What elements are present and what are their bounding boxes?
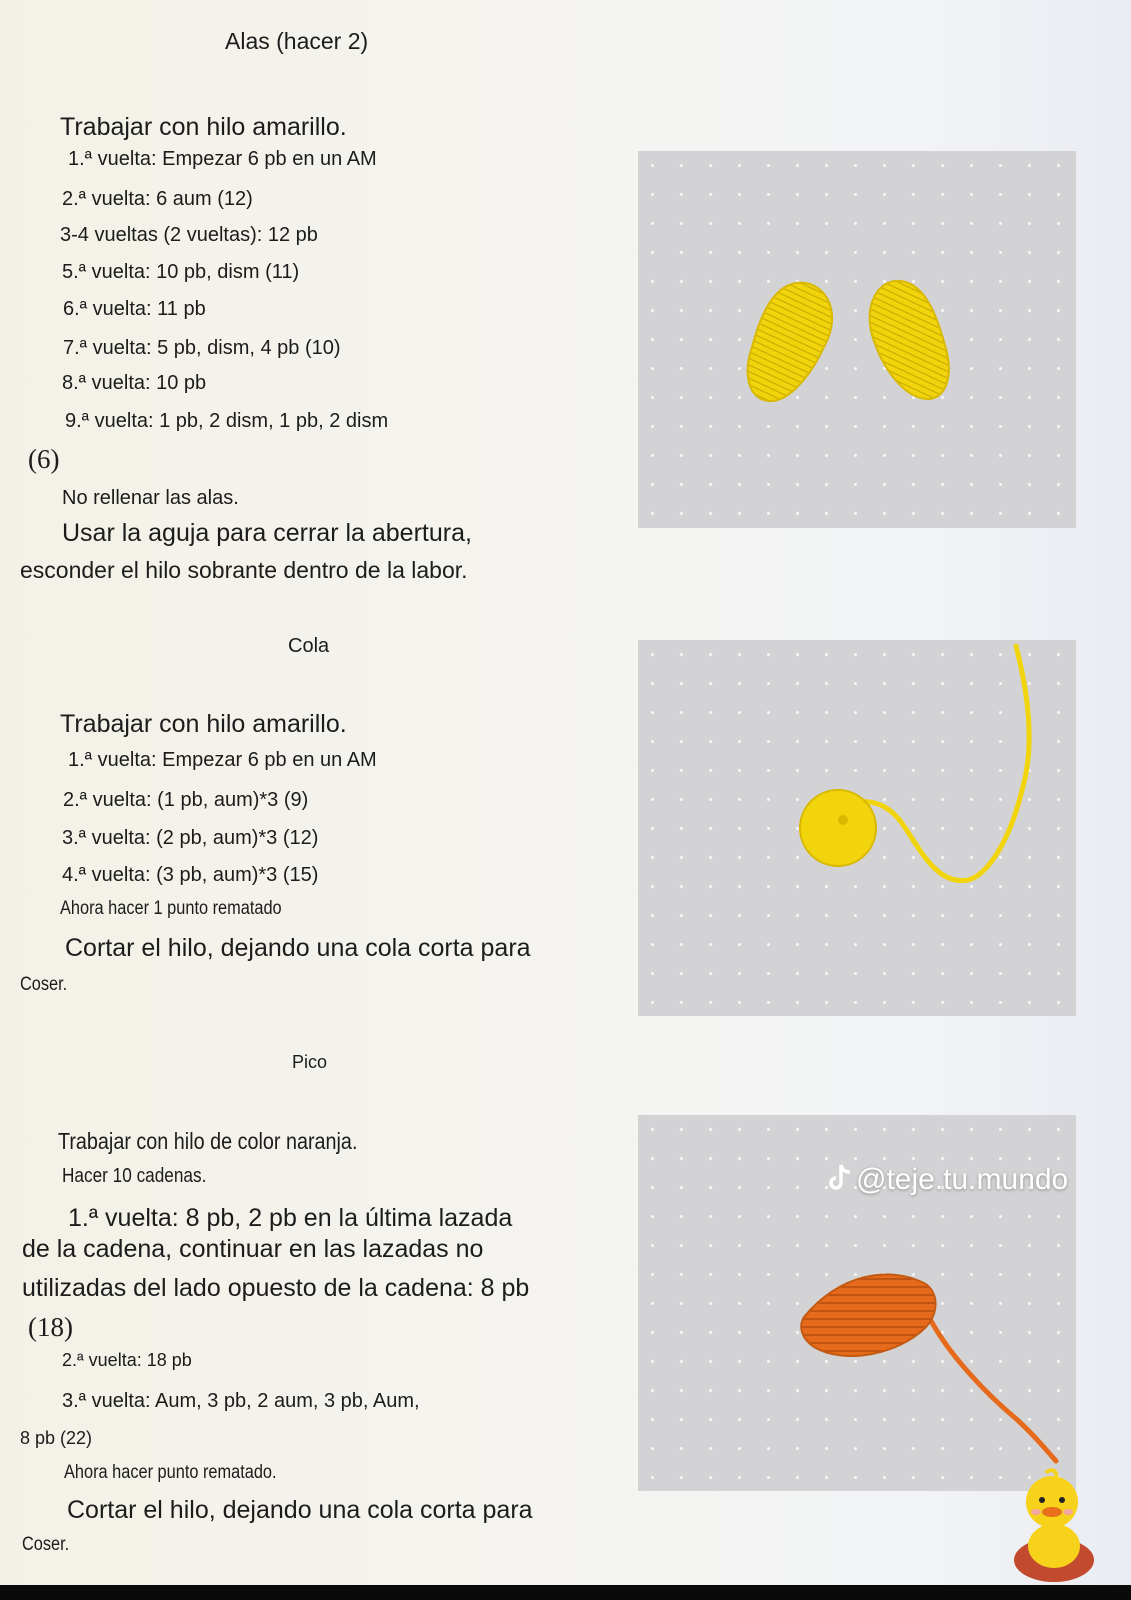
tail-yarn-strand bbox=[856, 646, 1029, 881]
tail-photo bbox=[638, 640, 1076, 1016]
alas-row-2: 2.ª vuelta: 6 aum (12) bbox=[62, 188, 253, 210]
alas-note: No rellenar las alas. bbox=[62, 487, 239, 509]
alas-row-4: 5.ª vuelta: 10 pb, dism (11) bbox=[62, 261, 300, 283]
cola-row-1: 1.ª vuelta: Empezar 6 pb en un AM bbox=[68, 749, 377, 771]
alas-row-3: 3-4 vueltas (2 vueltas): 12 pb bbox=[60, 224, 318, 246]
watermark-handle: @teje.tu.mundo bbox=[856, 1163, 1069, 1196]
pico-intro: Trabajar con hilo de color naranja. bbox=[58, 1128, 358, 1154]
cola-row-4: 4.ª vuelta: (3 pb, aum)*3 (15) bbox=[62, 864, 319, 886]
pico-row1-b: de la cadena, continuar en las lazadas no bbox=[22, 1235, 484, 1263]
wings-photo bbox=[638, 151, 1076, 528]
cola-title: Cola bbox=[288, 635, 330, 657]
pico-chain: Hacer 10 cadenas. bbox=[62, 1165, 207, 1187]
alas-title: Alas (hacer 2) bbox=[225, 28, 369, 54]
cola-finish-2: Coser. bbox=[20, 974, 68, 995]
duck-mascot-image bbox=[1012, 1468, 1097, 1583]
alas-row-6: 7.ª vuelta: 5 pb, dism, 4 pb (10) bbox=[63, 337, 341, 359]
cola-row-2: 2.ª vuelta: (1 pb, aum)*3 (9) bbox=[63, 789, 309, 811]
alas-count: (6) bbox=[28, 444, 60, 474]
beak-yarn-strand bbox=[928, 1315, 1056, 1461]
tiktok-icon bbox=[826, 1163, 852, 1193]
pico-row2: 2.ª vuelta: 18 pb bbox=[62, 1350, 192, 1370]
cola-row-3: 3.ª vuelta: (2 pb, aum)*3 (12) bbox=[62, 827, 319, 849]
alas-finish-1: Usar la aguja para cerrar la abertura, bbox=[62, 519, 472, 547]
alas-finish-2: esconder el hilo sobrante dentro de la labor. bbox=[20, 557, 468, 583]
pico-row1-a: 1.ª vuelta: 8 pb, 2 pb en la última lazada bbox=[68, 1204, 513, 1232]
crochet-wings-image bbox=[638, 151, 1076, 528]
crochet-tail-image bbox=[638, 640, 1076, 1016]
wing-left bbox=[748, 283, 832, 401]
tail-piece bbox=[800, 790, 876, 866]
alas-row-7: 8.ª vuelta: 10 pb bbox=[62, 372, 207, 394]
alas-row-8: 9.ª vuelta: 1 pb, 2 dism, 1 pb, 2 dism bbox=[65, 410, 389, 432]
pico-note: Ahora hacer punto rematado. bbox=[64, 1462, 277, 1483]
pico-row3-b: 8 pb (22) bbox=[20, 1428, 93, 1448]
pico-finish-1: Cortar el hilo, dejando una cola corta para bbox=[67, 1496, 533, 1524]
tiktok-watermark bbox=[826, 1163, 1068, 1197]
pico-count: (18) bbox=[28, 1312, 73, 1342]
pico-title: Pico bbox=[292, 1052, 328, 1072]
beak-piece bbox=[801, 1274, 935, 1356]
pico-row3-a: 3.ª vuelta: Aum, 3 pb, 2 aum, 3 pb, Aum, bbox=[62, 1390, 420, 1412]
pico-finish-2: Coser. bbox=[22, 1534, 70, 1555]
cola-finish-1: Cortar el hilo, dejando una cola corta para bbox=[65, 934, 531, 962]
cola-note: Ahora hacer 1 punto rematado bbox=[60, 898, 282, 919]
cola-intro: Trabajar con hilo amarillo. bbox=[60, 710, 347, 738]
alas-row-1: 1.ª vuelta: Empezar 6 pb en un AM bbox=[68, 148, 377, 170]
alas-row-5: 6.ª vuelta: 11 pb bbox=[63, 298, 206, 320]
wing-right bbox=[870, 281, 949, 399]
bottom-bar bbox=[0, 1585, 1131, 1600]
pico-row1-c: utilizadas del lado opuesto de la cadena: 8 pb bbox=[22, 1274, 530, 1302]
alas-intro: Trabajar con hilo amarillo. bbox=[60, 113, 347, 141]
